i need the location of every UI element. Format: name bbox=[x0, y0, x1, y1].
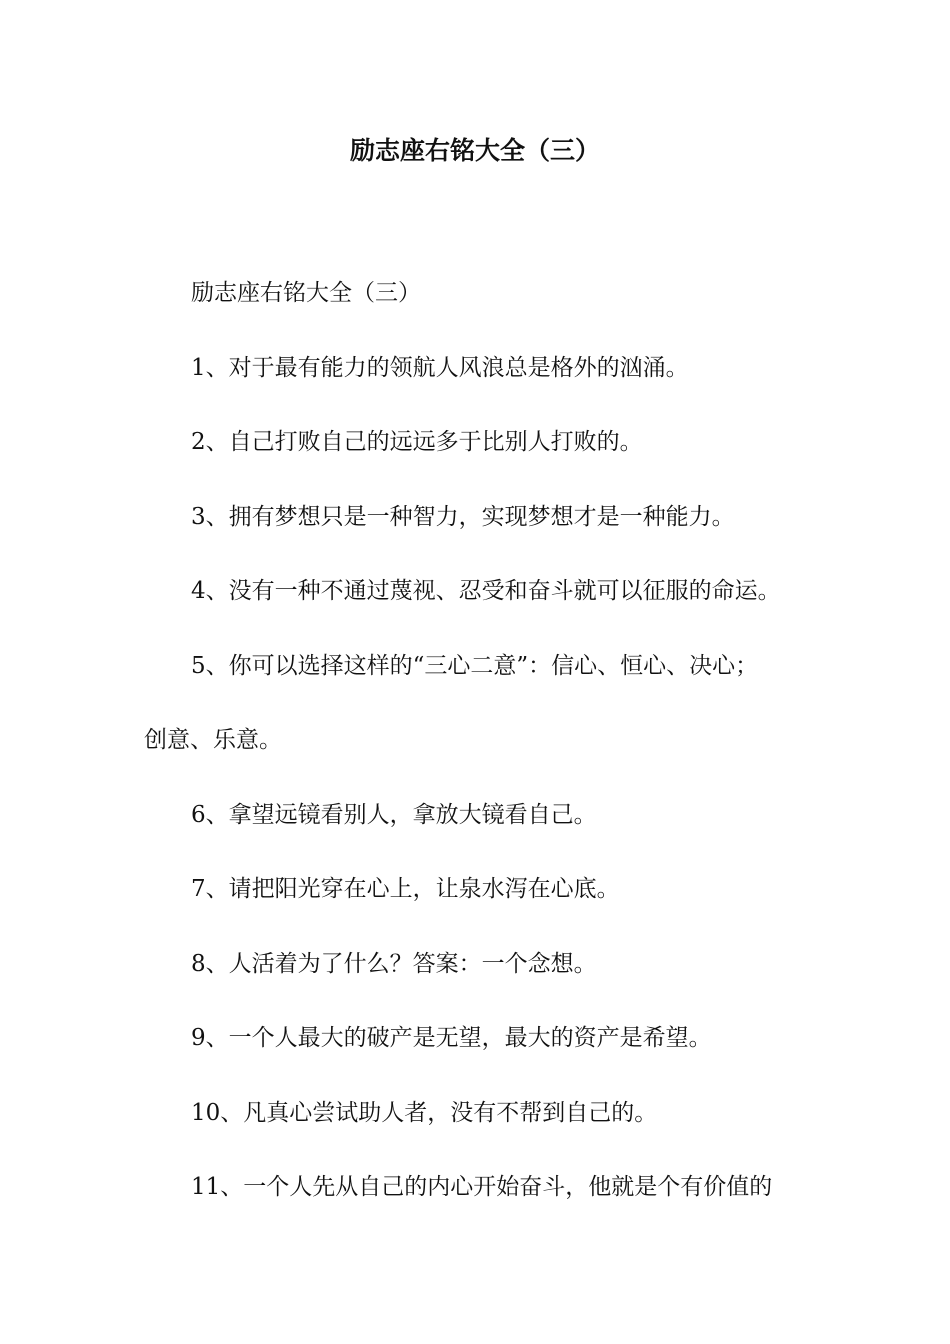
paragraph-subtitle: 励志座右铭大全（三） bbox=[191, 280, 421, 306]
paragraph-item-4: 4、没有一种不通过蔑视、忍受和奋斗就可以征服的命运。 bbox=[191, 578, 781, 604]
document-title: 励志座右铭大全（三） bbox=[349, 136, 600, 165]
document-body bbox=[144, 256, 824, 1225]
paragraph-item-3: 3、拥有梦想只是一种智力，实现梦想才是一种能力。 bbox=[191, 503, 735, 530]
paragraph-item-11: 11、一个人先从自己的内心开始奋斗，他就是个有价值的 bbox=[191, 1174, 773, 1200]
paragraph-item-6: 6、拿望远镜看别人，拿放大镜看自己。 bbox=[191, 801, 597, 828]
paragraph-item-1: 1、对于最有能力的领航人风浪总是格外的汹涌。 bbox=[191, 354, 689, 381]
paragraph-item-5: 5、你可以选择这样的“三心二意”：信心、恒心、决心； bbox=[191, 652, 759, 679]
paragraph-item-10: 10、凡真心尝试助人者，没有不帮到自己的。 bbox=[191, 1099, 658, 1126]
paragraph-item-2: 2、自己打败自己的远远多于比别人打败的。 bbox=[191, 429, 643, 455]
paragraph-item-5-continued: 创意、乐意。 bbox=[144, 727, 282, 753]
paragraph-item-8: 8、人活着为了什么？答案：一个念想。 bbox=[191, 950, 597, 977]
paragraph-item-9: 9、一个人最大的破产是无望，最大的资产是希望。 bbox=[191, 1025, 712, 1051]
paragraph-item-7: 7、请把阳光穿在心上，让泉水泻在心底。 bbox=[191, 876, 620, 902]
